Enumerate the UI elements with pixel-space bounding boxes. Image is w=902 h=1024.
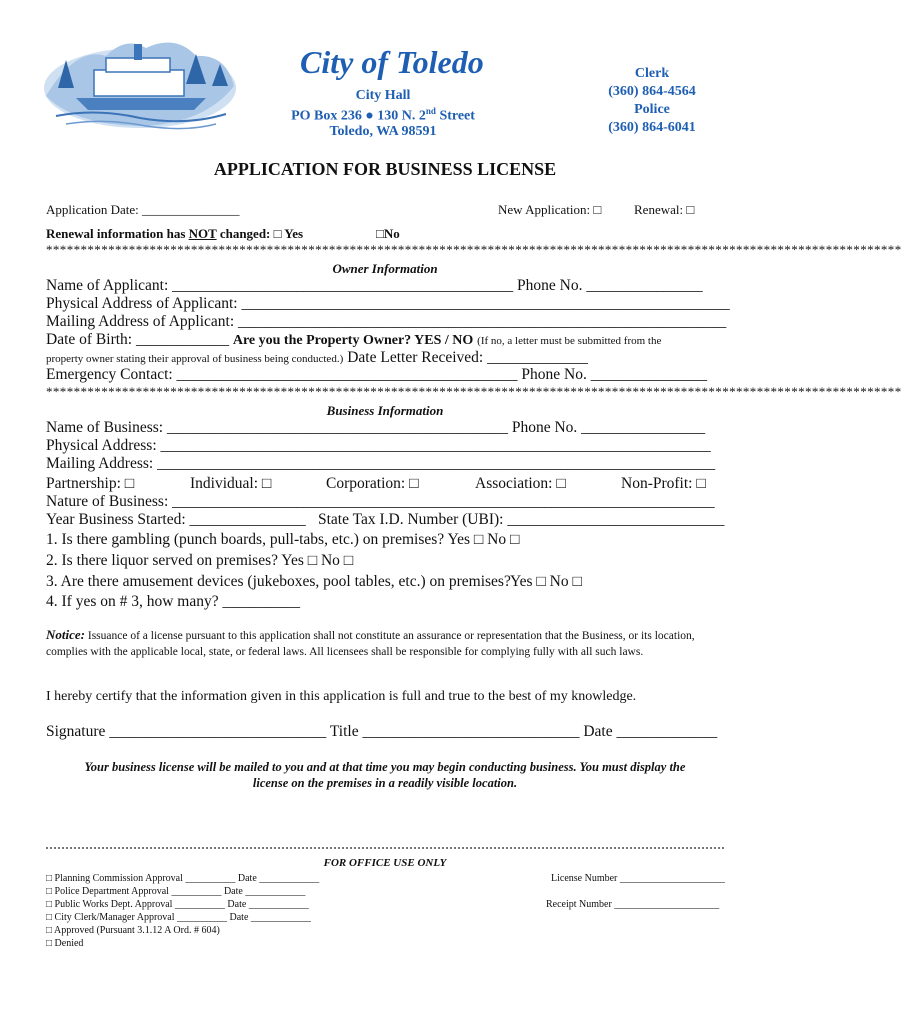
question-amusement: 3. Are there amusement devices (jukeboxes, pool tables, etc.) on premises? (46, 573, 511, 590)
emergency-contact-field[interactable]: Emergency Contact: ____________________________________________ Phone No. _______________ (46, 366, 708, 383)
signature-title-date-line[interactable]: Signature ____________________________ Title ____________________________ Date _____________ (46, 723, 718, 740)
license-number-field[interactable]: License Number _____________________ (551, 873, 725, 884)
renewal-info-no[interactable]: □No (376, 226, 400, 241)
business-physical-address-field[interactable]: Physical Address: _______________________________________________________________________ (46, 437, 711, 454)
business-section-heading: Business Information (326, 403, 444, 418)
year-started-field[interactable]: Year Business Started: _______________ (46, 511, 306, 528)
association-checkbox[interactable]: Association: □ (475, 475, 566, 492)
property-owner-note: property owner stating their approval of business being conducted.) Date Letter Received: _____________ (46, 349, 588, 366)
application-date-field[interactable]: Application Date: _______________ (46, 202, 240, 217)
date-of-birth-field[interactable]: Date of Birth: ____________ Are you the Property Owner? YES / NO (If no, a letter must be submitted from the (46, 331, 662, 348)
question-how-many[interactable]: 4. If yes on # 3, how many? __________ (46, 593, 300, 610)
office-item[interactable]: □ Planning Commission Approval __________ Date ____________ (46, 873, 320, 884)
office-item[interactable]: □ Public Works Dept. Approval __________ Date ____________ (46, 899, 309, 910)
office-item[interactable]: □ City Clerk/Manager Approval __________ Date ____________ (46, 912, 311, 923)
applicant-physical-address-field[interactable]: Physical Address of Applicant: _______________________________________________________________ (46, 295, 730, 312)
form-title: APPLICATION FOR BUSINESS LICENSE (213, 159, 557, 179)
partnership-checkbox[interactable]: Partnership: □ (46, 475, 135, 492)
city-logo (36, 26, 240, 134)
owner-section-heading: Owner Information (332, 261, 438, 276)
office-item[interactable]: □ Police Department Approval __________ Date ____________ (46, 886, 306, 897)
clerk-phone: (360) 864-4564 (608, 84, 696, 99)
office-use-heading: FOR OFFICE USE ONLY (323, 857, 447, 869)
business-name-field[interactable]: Name of Business: ____________________________________________ Phone No. ________________ (46, 419, 706, 436)
individual-checkbox[interactable]: Individual: □ (190, 475, 272, 492)
notice-paragraph: Notice: Issuance of a license pursuant to this application shall not constitute an assurance or representation that the Business, or its location, complies with the applicable local, state, or federal laws. All licensees shall be responsible for complying fully with all such laws. (46, 627, 695, 658)
applicant-name-field[interactable]: Name of Applicant: ____________________________________________ Phone No. _______________ (46, 277, 703, 294)
office-divider (46, 847, 724, 849)
clerk-label: Clerk (634, 66, 670, 81)
police-label: Police (634, 102, 670, 117)
mail-note-line-2: license on the premises in a readily visible location. (252, 776, 518, 790)
city-hall-label: City Hall (355, 88, 411, 103)
date-letter-received-field[interactable]: Date Letter Received: _____________ (347, 349, 588, 366)
applicant-mailing-address-field[interactable]: Mailing Address of Applicant: _______________________________________________________________ (46, 313, 727, 330)
business-mailing-address-field[interactable]: Mailing Address: ________________________________________________________________________ (46, 455, 716, 472)
address-line-2: Toledo, WA 98591 (329, 124, 437, 139)
renewal-checkbox[interactable]: Renewal: □ (634, 202, 695, 217)
corporation-checkbox[interactable]: Corporation: □ (326, 475, 419, 492)
question-amusement-answer[interactable]: Yes □ No □ (510, 573, 582, 590)
new-application-checkbox[interactable]: New Application: □ (498, 202, 602, 217)
address-line-1: PO Box 236 ● 130 N. 2nd Street (291, 106, 475, 124)
certify-statement: I hereby certify that the information given in this application is full and true to the best of my knowledge. (46, 689, 637, 704)
police-phone: (360) 864-6041 (608, 120, 696, 135)
question-gambling[interactable]: 1. Is there gambling (punch boards, pull-tabs, etc.) on premises? Yes □ No □ (46, 531, 520, 548)
nature-of-business-field[interactable]: Nature of Business: ______________________________________________________________________ (46, 493, 715, 510)
renewal-info-yes[interactable]: Renewal information has NOT changed: □ Yes (46, 226, 304, 241)
separator-stars-2: **************************************************************************************************************************** (46, 384, 902, 399)
city-name: City of Toledo (300, 44, 484, 80)
separator-stars: **************************************************************************************************************************** (46, 242, 902, 257)
mail-note-line-1: Your business license will be mailed to you and at that time you may begin conducting business. You must display the (84, 760, 686, 774)
nonprofit-checkbox[interactable]: Non-Profit: □ (621, 475, 706, 492)
office-item[interactable]: □ Approved (Pursuant 3.1.12 A Ord. # 604) (46, 925, 220, 936)
receipt-number-field[interactable]: Receipt Number _____________________ (546, 899, 720, 910)
question-liquor[interactable]: 2. Is there liquor served on premises? Yes □ No □ (46, 552, 354, 569)
property-owner-question[interactable]: Are you the Property Owner? YES / NO (232, 333, 474, 348)
state-tax-id-field[interactable]: State Tax I.D. Number (UBI): ____________________________ (318, 511, 725, 528)
office-item[interactable]: □ Denied (46, 938, 84, 949)
